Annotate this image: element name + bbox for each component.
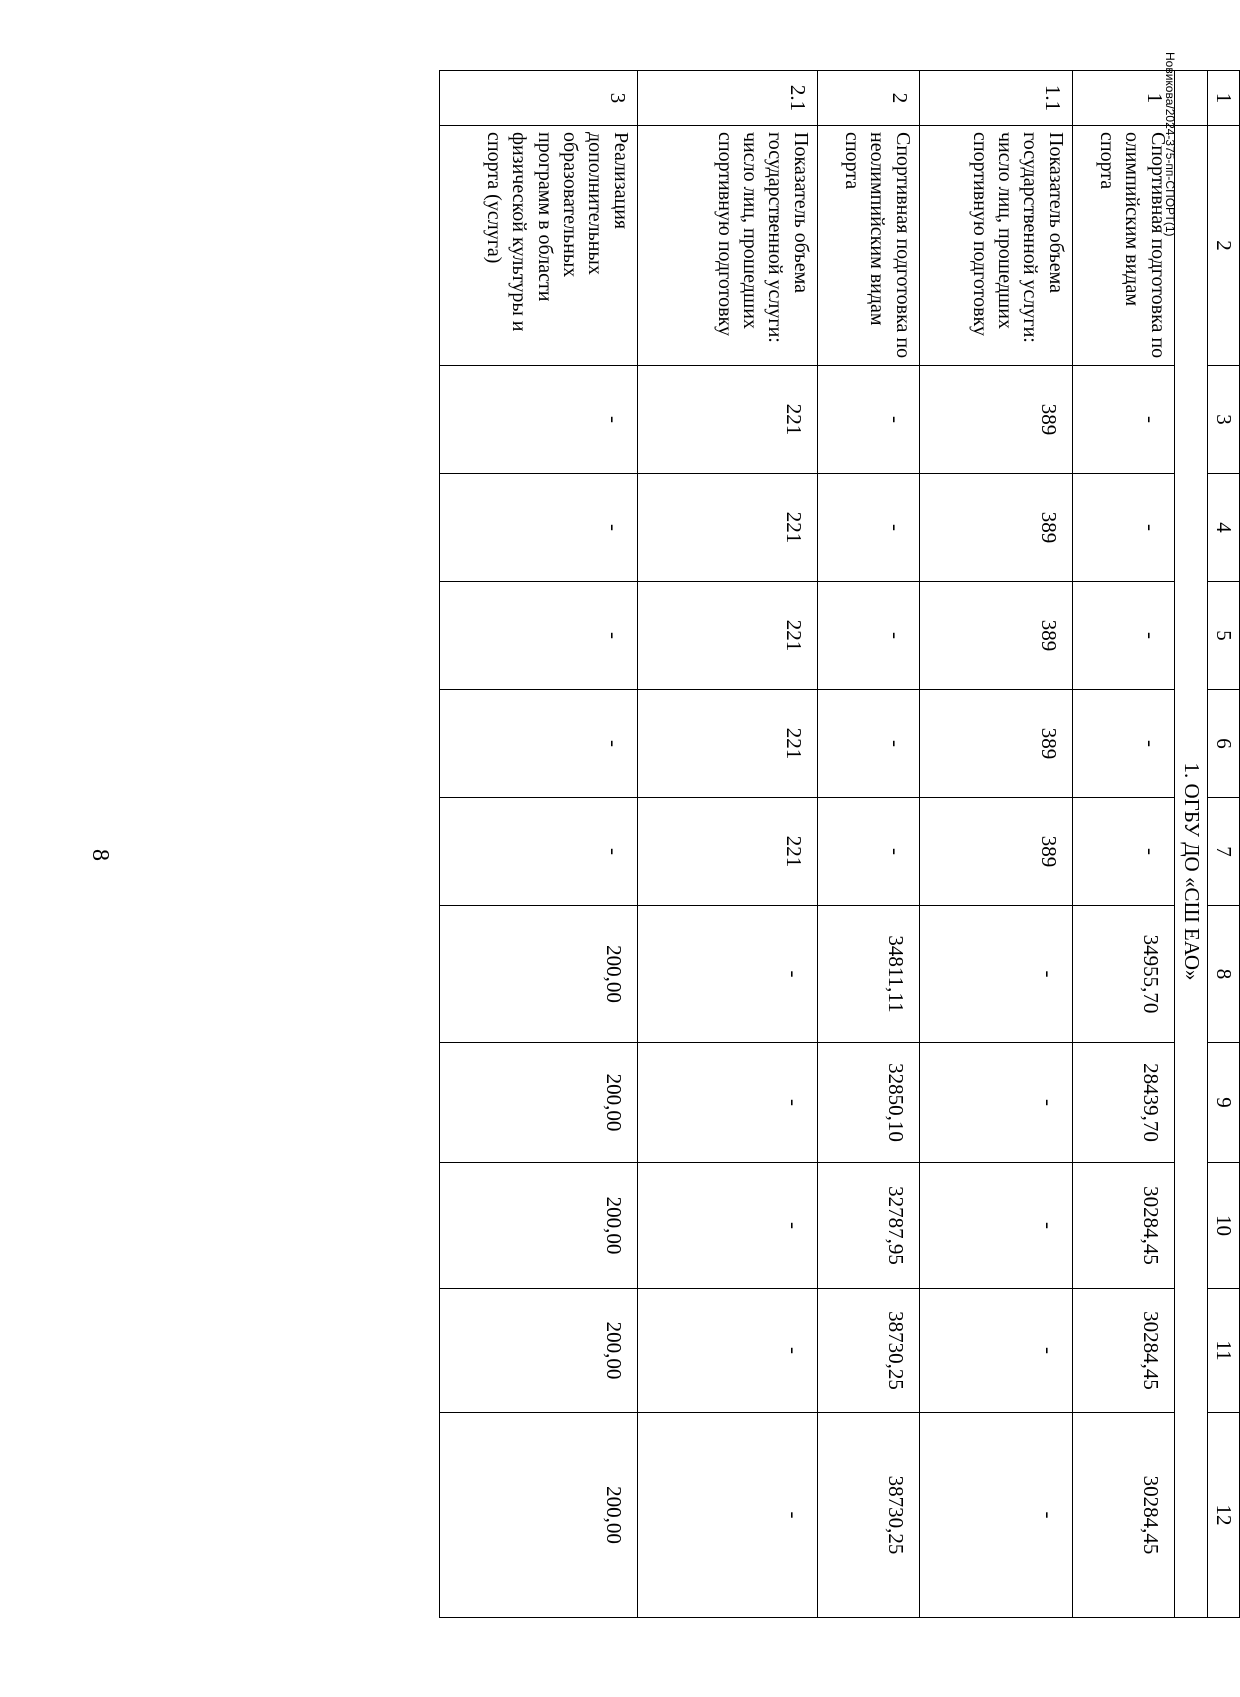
row-number: 2.1 bbox=[637, 71, 817, 126]
row-number: 3 bbox=[439, 71, 637, 126]
cell-value: - bbox=[439, 366, 637, 474]
col-header: 11 bbox=[1207, 1289, 1239, 1413]
cell-value: 221 bbox=[637, 366, 817, 474]
cell-value: - bbox=[919, 1413, 1072, 1618]
cell-value: 38730,25 bbox=[817, 1289, 919, 1413]
table-row bbox=[817, 71, 919, 1618]
cell-value: 32850,10 bbox=[817, 1043, 919, 1163]
cell-value: - bbox=[439, 690, 637, 798]
col-header: 12 bbox=[1207, 1413, 1239, 1618]
cell-value: - bbox=[637, 1163, 817, 1289]
row-number: 2 bbox=[817, 71, 919, 126]
page-number: 8 bbox=[87, 849, 113, 861]
col-header: 1 bbox=[1207, 71, 1239, 126]
cell-value: - bbox=[637, 1413, 817, 1618]
cell-value: - bbox=[637, 1043, 817, 1163]
row-name: Спортивная подготовка по олимпийским видам спорта bbox=[1072, 126, 1174, 366]
col-header: 4 bbox=[1207, 474, 1239, 582]
cell-value: - bbox=[1072, 474, 1174, 582]
cell-value: 30284,45 bbox=[1072, 1413, 1174, 1618]
col-header: 8 bbox=[1207, 906, 1239, 1043]
cell-value: - bbox=[637, 906, 817, 1043]
cell-value: 200,00 bbox=[439, 1289, 637, 1413]
cell-value: - bbox=[919, 906, 1072, 1043]
cell-value: - bbox=[439, 582, 637, 690]
table-body bbox=[439, 71, 1239, 1618]
cell-value: 389 bbox=[919, 798, 1072, 906]
table-row bbox=[1072, 71, 1174, 1618]
row-number: 1.1 bbox=[919, 71, 1072, 126]
cell-value: 221 bbox=[637, 690, 817, 798]
cell-value: - bbox=[1072, 798, 1174, 906]
section-row bbox=[1174, 71, 1207, 1618]
cell-value: 38730,25 bbox=[817, 1413, 919, 1618]
table-row bbox=[919, 71, 1072, 1618]
cell-value: 200,00 bbox=[439, 906, 637, 1043]
col-header: 7 bbox=[1207, 798, 1239, 906]
cell-value: - bbox=[1072, 690, 1174, 798]
section-title: 1. ОГБУ ДО «СШ ЕАО» bbox=[1174, 126, 1207, 1618]
cell-value: 28439,70 bbox=[1072, 1043, 1174, 1163]
col-header: 9 bbox=[1207, 1043, 1239, 1163]
table-container bbox=[180, 70, 1240, 1617]
cell-value: 389 bbox=[919, 690, 1072, 798]
cell-value: - bbox=[919, 1289, 1072, 1413]
cell-value: 200,00 bbox=[439, 1163, 637, 1289]
cell-value: 221 bbox=[637, 582, 817, 690]
column-number-row bbox=[1207, 71, 1239, 1618]
cell-value: 389 bbox=[919, 474, 1072, 582]
cell-value: - bbox=[637, 1289, 817, 1413]
cell-value: - bbox=[439, 474, 637, 582]
cell-value: - bbox=[439, 798, 637, 906]
col-header: 2 bbox=[1207, 126, 1239, 366]
cell-value: 200,00 bbox=[439, 1413, 637, 1618]
cell-value: - bbox=[817, 366, 919, 474]
cell-value: 30284,45 bbox=[1072, 1289, 1174, 1413]
rotated-table-frame bbox=[180, 70, 1240, 1617]
cell-value: 34811,11 bbox=[817, 906, 919, 1043]
col-header: 5 bbox=[1207, 582, 1239, 690]
row-name: Реализация дополнительных образовательных программ в области физической культуры и спорта (услуга) bbox=[439, 126, 637, 366]
cell-value: - bbox=[919, 1163, 1072, 1289]
row-name: Показатель объема государственной услуги: число лиц, прошедших спортивную подготовку bbox=[637, 126, 817, 366]
table-row bbox=[439, 71, 637, 1618]
cell-value: - bbox=[1072, 366, 1174, 474]
cell-value: - bbox=[817, 798, 919, 906]
cell-value: 34955,70 bbox=[1072, 906, 1174, 1043]
cell-value: 200,00 bbox=[439, 1043, 637, 1163]
table-row bbox=[637, 71, 817, 1618]
budget-table bbox=[439, 70, 1240, 1618]
cell-value: 221 bbox=[637, 798, 817, 906]
section-spacer bbox=[1174, 71, 1207, 126]
col-header: 10 bbox=[1207, 1163, 1239, 1289]
col-header: 3 bbox=[1207, 366, 1239, 474]
cell-value: 389 bbox=[919, 366, 1072, 474]
cell-value: - bbox=[817, 474, 919, 582]
cell-value: 30284,45 bbox=[1072, 1163, 1174, 1289]
row-name: Показатель объема государственной услуги: число лиц, прошедших спортивную подготовку bbox=[919, 126, 1072, 366]
cell-value: - bbox=[1072, 582, 1174, 690]
row-number: 1 bbox=[1072, 71, 1174, 126]
row-name: Спортивная подготовка по неолимпийским видам спорта bbox=[817, 126, 919, 366]
document-code-text: Новикова/2024-375-пп-СПОРТ(1) bbox=[1163, 52, 1177, 237]
cell-value: 221 bbox=[637, 474, 817, 582]
cell-value: - bbox=[817, 582, 919, 690]
cell-value: - bbox=[919, 1043, 1072, 1163]
col-header: 6 bbox=[1207, 690, 1239, 798]
cell-value: 389 bbox=[919, 582, 1072, 690]
cell-value: 32787,95 bbox=[817, 1163, 919, 1289]
cell-value: - bbox=[817, 690, 919, 798]
